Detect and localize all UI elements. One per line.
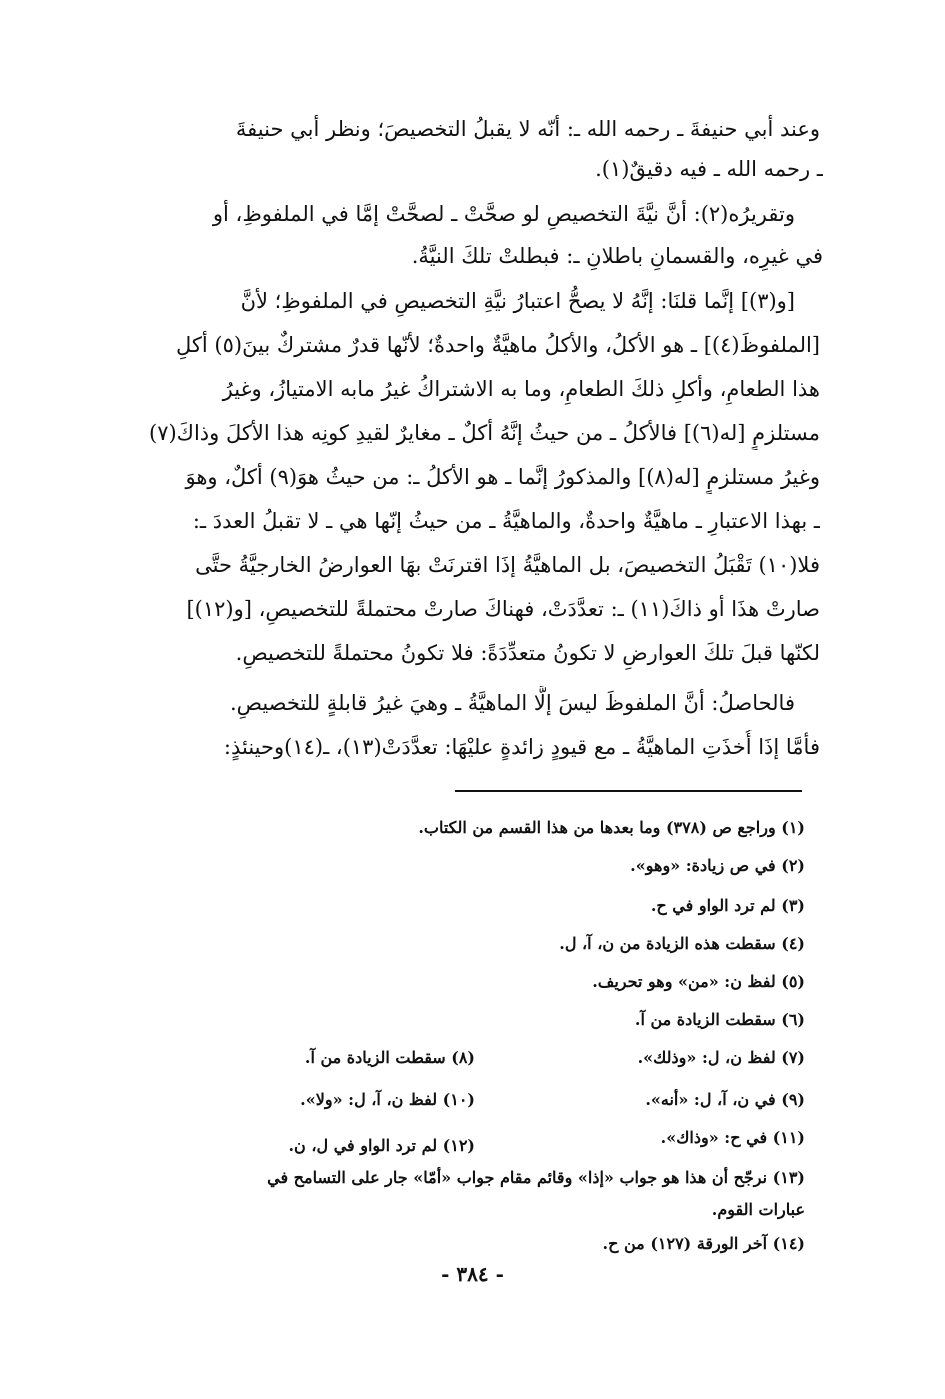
- footnote: (٤) سقطت هذه الزيادة من ن، آ، ل.: [559, 934, 805, 953]
- footnote: (١) وراجع ص (٣٧٨) وما بعدها من هذا القسم من الكتاب.: [418, 818, 805, 837]
- body-line: فأمَّا إذَا أُخذَتِ الماهيَّةُ ـ مع قيودٍ زائدةٍ عليْهَا: تعدَّدَتْ(١٣)، ـ(١٤)وحينئذٍ:: [223, 735, 820, 759]
- body-line: هذا الطعامِ، وأكلِ ذلكَ الطعامِ، وما به الاشتراكُ غيرُ مابه الامتيازُ، وغيرُ: [222, 377, 820, 401]
- body-line: في غيرِه، والقسمانِ باطلانِ ـ: فبطلتْ تلكَ النيَّةُ.: [411, 244, 823, 268]
- footnote: (١٢) لم ترد الواو في ل، ن.: [288, 1136, 475, 1155]
- footnote: (٩) في ن، آ، ل: «أنه».: [645, 1090, 805, 1109]
- body-line: وتقريرُه(٢): أنَّ نيَّةَ التخصيصِ لو صحَّتْ ـ لصحَّتْ إمَّا في الملفوظِ، أو: [212, 202, 795, 226]
- body-line: ـ بهذا الاعتبارِ ـ ماهيَّةٌ واحدةٌ، والماهيَّةُ ـ من حيثُ إنّها هي ـ لا تقبلُ العددَ ـ:: [192, 509, 820, 533]
- footnote: (٧) لفظ ن، ل: «وذلك».: [637, 1048, 805, 1067]
- footnote: (١٠) لفظ ن، آ، ل: «ولا».: [300, 1090, 475, 1109]
- footnote: (٥) لفظ ن: «من» وهو تحريف.: [592, 972, 805, 991]
- footnote: (١٣) نرجّح أن هذا هو جواب «إذا» وقائم مقام جواب «أمّا» جار على التسامح في: [267, 1168, 805, 1187]
- footnote: (٦) سقطت الزيادة من آ.: [634, 1010, 805, 1029]
- body-line: وعند أبي حنيفةَ ـ رحمه الله ـ: أنّه لا يقبلُ التخصيصَ؛ ونظر أبي حنيفةَ: [235, 117, 820, 141]
- body-line: فالحاصلُ: أنَّ الملفوظَ ليسَ إلَّا الماهيَّةُ ـ وهيَ غيرُ قابلةٍ للتخصيصِ.: [229, 691, 795, 715]
- body-line: [الملفوظَ(٤)] ـ هو الأكلُ، والأكلُ ماهيَّةٌ واحدةٌ؛ لأنّها قدرٌ مشتركٌ بينَ(٥) أكلِ: [176, 333, 820, 357]
- footnote: (٣) لم ترد الواو في ح.: [650, 896, 805, 915]
- body-line: فلا(١٠) تَقْبَلُ التخصيصَ، بل الماهيَّةُ إذَا اقترنَتْ بهَا العوارضُ الخارجيَّةُ حتَّى: [195, 553, 820, 577]
- footnote: (٨) سقطت الزيادة من آ.: [304, 1048, 475, 1067]
- footnote-continuation: عبارات القوم.: [711, 1200, 805, 1219]
- body-line: صارتْ هذَا أو ذاكَ(١١) ـ: تعدَّدَتْ، فهناكَ صارتْ محتملةً للتخصيصِ، [و(١٢)]: [186, 597, 820, 621]
- footnote: (٢) في ص زيادة: «وهو».: [630, 856, 805, 875]
- footnote: (١١) في ح: «وذاك».: [660, 1128, 805, 1147]
- body-line: [و(٣)] إنَّما قلنَا: إنَّهُ لا يصحُّ اعتبارُ نيَّةِ التخصيصِ في الملفوظِ؛ لأنَّ: [240, 289, 795, 313]
- body-line: ـ رحمه الله ـ فيه دقيقٌ(١).: [595, 157, 823, 181]
- body-line: وغيرُ مستلزمٍ [له(٨)] والمذكورُ إنَّما ـ هو الأكلُ ـ: من حيثُ هوَ(٩) أكلٌ، وهوَ: [185, 465, 820, 489]
- footnote: (١٤) آخر الورقة (١٢٧) من ح.: [602, 1234, 805, 1253]
- body-line: مستلزمٍ [له(٦)] فالأكلُ ـ من حيثُ إنَّهُ أكلٌ ـ مغايرٌ لقيدِ كونِه هذا الأكلَ وذاكَ(٧): [148, 421, 820, 445]
- body-line: لكنّها قبلَ تلكَ العوارضِ لا تكونُ متعدِّدَةً: فلا تكونُ محتملةً للتخصيصِ.: [235, 641, 820, 665]
- footnote-separator: [455, 790, 802, 792]
- page-number: - ٣٨٤ -: [441, 1262, 504, 1286]
